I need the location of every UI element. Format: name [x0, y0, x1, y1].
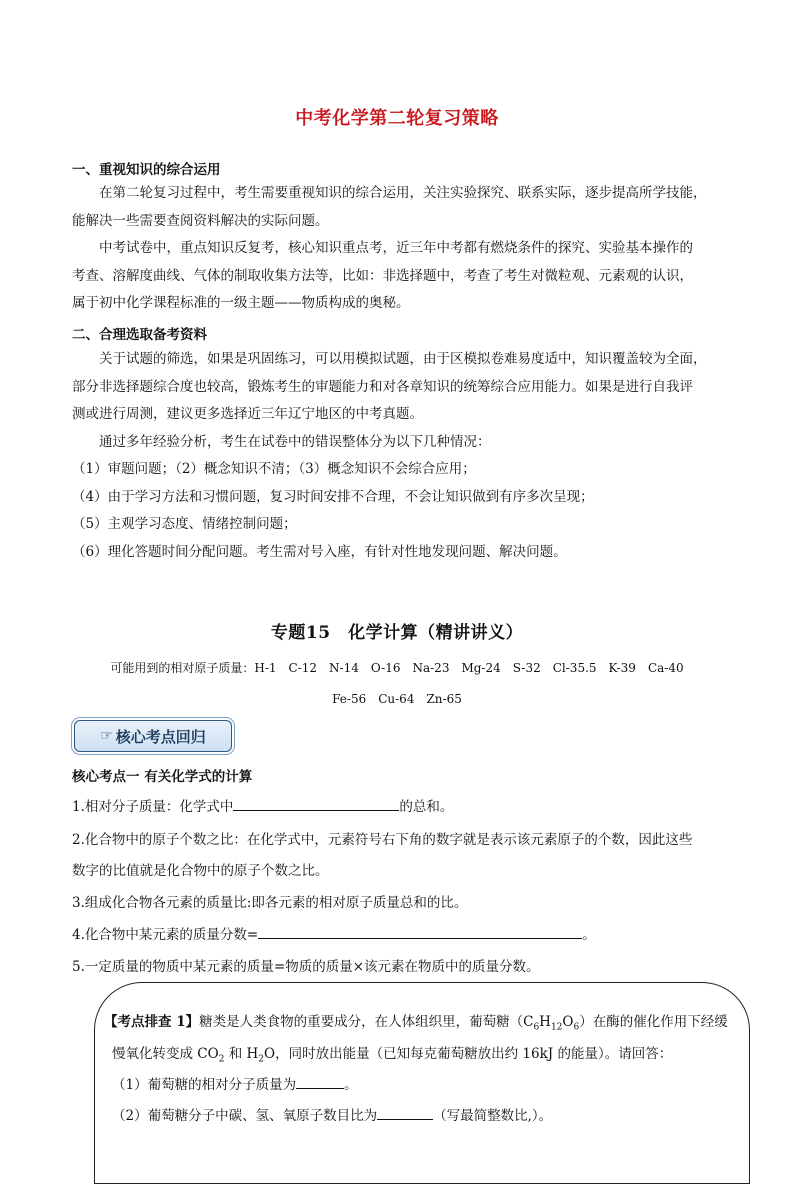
answer-blank[interactable]: [377, 1106, 433, 1120]
example-tag: 【考点排查 1】: [104, 1014, 200, 1030]
question-2: [112, 1104, 552, 1124]
example-line-2: [112, 1042, 672, 1065]
paragraph-line: 测或进行周测，建议更多选择近三年辽宁地区的中考真题。: [72, 406, 423, 422]
question-1: [112, 1073, 358, 1093]
answer-blank[interactable]: [296, 1075, 344, 1089]
subscript: 2: [258, 1054, 265, 1065]
kp-item-1-text: 1.相对分子质量：化学式中: [72, 799, 234, 815]
example-text: ）在酶的催化作用下经缓: [579, 1014, 728, 1030]
paragraph-line: 在第二轮复习过程中，考生需要重视知识的综合运用，关注实验探究、联系实际，逐步提高所学技能，: [99, 185, 707, 201]
question-tail: 。: [344, 1077, 358, 1093]
paragraph-line: 通过多年经验分析，考生在试卷中的错误整体分为以下几种情况：: [99, 433, 491, 450]
section-heading-2: 二、合理选取备考资料: [72, 327, 207, 343]
example-text: H: [539, 1014, 551, 1030]
paragraph-line: 能解决一些需要查阅资料解决的实际问题。: [72, 212, 329, 229]
subscript: 6: [533, 1022, 540, 1033]
paragraph-line: 关于试题的筛选，如果是巩固练习，可以用模拟试题，由于区模拟卷难易度适中，知识覆盖较为全面，: [99, 351, 707, 367]
list-item: （4）由于学习方法和习惯问题，复习时间安排不合理，不会让知识做到有序多次呈现；: [72, 488, 594, 505]
document-title: 中考化学第二轮复习策略: [295, 108, 499, 129]
paragraph-line: 部分非选择题综合度也较高，锻炼考生的审题能力和对各章知识的统筹综合应用能力。如果是进行自我评: [72, 378, 693, 395]
question-text: （2）葡萄糖分子中碳、氢、氧原子数目比为: [112, 1108, 378, 1124]
core-review-badge: [74, 720, 232, 752]
subscript: 6: [573, 1022, 580, 1033]
example-text: 糖类是人类食物的重要成分，在人体组织里，葡萄糖（C: [199, 1014, 534, 1030]
subscript: 12: [550, 1022, 563, 1033]
kp-item-3: 3.组成化合物各元素的质量比:即各元素的相对原子质量总和的比。: [72, 895, 468, 911]
kp-item-1: [72, 795, 453, 815]
paragraph-line: 中考试卷中，重点知识反复考，核心知识重点考，近三年中考都有燃烧条件的探究、实验基本操作的: [99, 240, 693, 256]
topic-title: 专题15 化学计算（精讲讲义）: [270, 623, 524, 643]
section-heading-1: 一、重视知识的综合运用: [72, 162, 221, 178]
example-text: O: [562, 1014, 574, 1030]
subscript: 2: [218, 1054, 225, 1065]
pointing-hand-icon: ☞: [100, 728, 113, 744]
kp-item-4: [72, 923, 596, 943]
key-point-title: 核心考点一 有关化学式的计算: [72, 769, 253, 785]
kp-item-2a: 2.化合物中的原子个数之比：在化学式中，元素符号右下角的数字就是表示该元素原子的个数，因此这些: [72, 832, 693, 848]
atomic-masses-line-2: Fe-56 Cu-64 Zn-65: [332, 692, 462, 706]
example-text: O，同时放出能量（已知每克葡萄糖放出约 16kJ 的能量）。请回答：: [264, 1046, 673, 1062]
kp-item-4-text: 4.化合物中某元素的质量分数=: [72, 927, 259, 943]
fill-blank[interactable]: [258, 925, 582, 939]
atomic-masses-line-1: 可能用到的相对原子质量：H-1 C-12 N-14 O-16 Na-23 Mg-24 S-32 Cl-35.5 K-39 Ca-40: [110, 661, 684, 675]
fill-blank[interactable]: [233, 797, 399, 811]
example-text: 慢氧化转变成 CO: [112, 1046, 219, 1062]
section-1-body: [72, 180, 732, 318]
badge-label: 核心考点回归: [115, 727, 206, 746]
list-item: （1）审题问题；（2）概念知识不清；（3）概念知识不会综合应用；: [72, 461, 476, 477]
paragraph-line: 属于初中化学课程标准的一级主题——物质构成的奥秘。: [72, 295, 410, 311]
list-item: （5）主观学习态度、情绪控制问题；: [72, 516, 297, 532]
kp-item-1-tail: 的总和。: [399, 799, 454, 815]
example-line-1: [104, 1010, 728, 1033]
kp-item-5: 5.一定质量的物质中某元素的质量=物质的质量×该元素在物质中的质量分数。: [72, 959, 540, 975]
kp-item-4-tail: 。: [582, 927, 596, 943]
list-item: （6）理化答题时间分配问题。考生需对号入座，有针对性地发现问题、解决问题。: [72, 543, 567, 560]
question-text: （1）葡萄糖的相对分子质量为: [112, 1077, 297, 1093]
question-tail: （写最简整数比,）。: [433, 1108, 553, 1124]
paragraph-line: 考查、溶解度曲线、气体的制取收集方法等，比如：非选择题中，考查了考生对微粒观、元素观的认识，: [72, 267, 693, 284]
kp-item-2b: 数字的比值就是化合物中的原子个数之比。: [72, 863, 329, 879]
example-text: 和 H: [224, 1046, 259, 1062]
section-2-body: [72, 346, 732, 566]
